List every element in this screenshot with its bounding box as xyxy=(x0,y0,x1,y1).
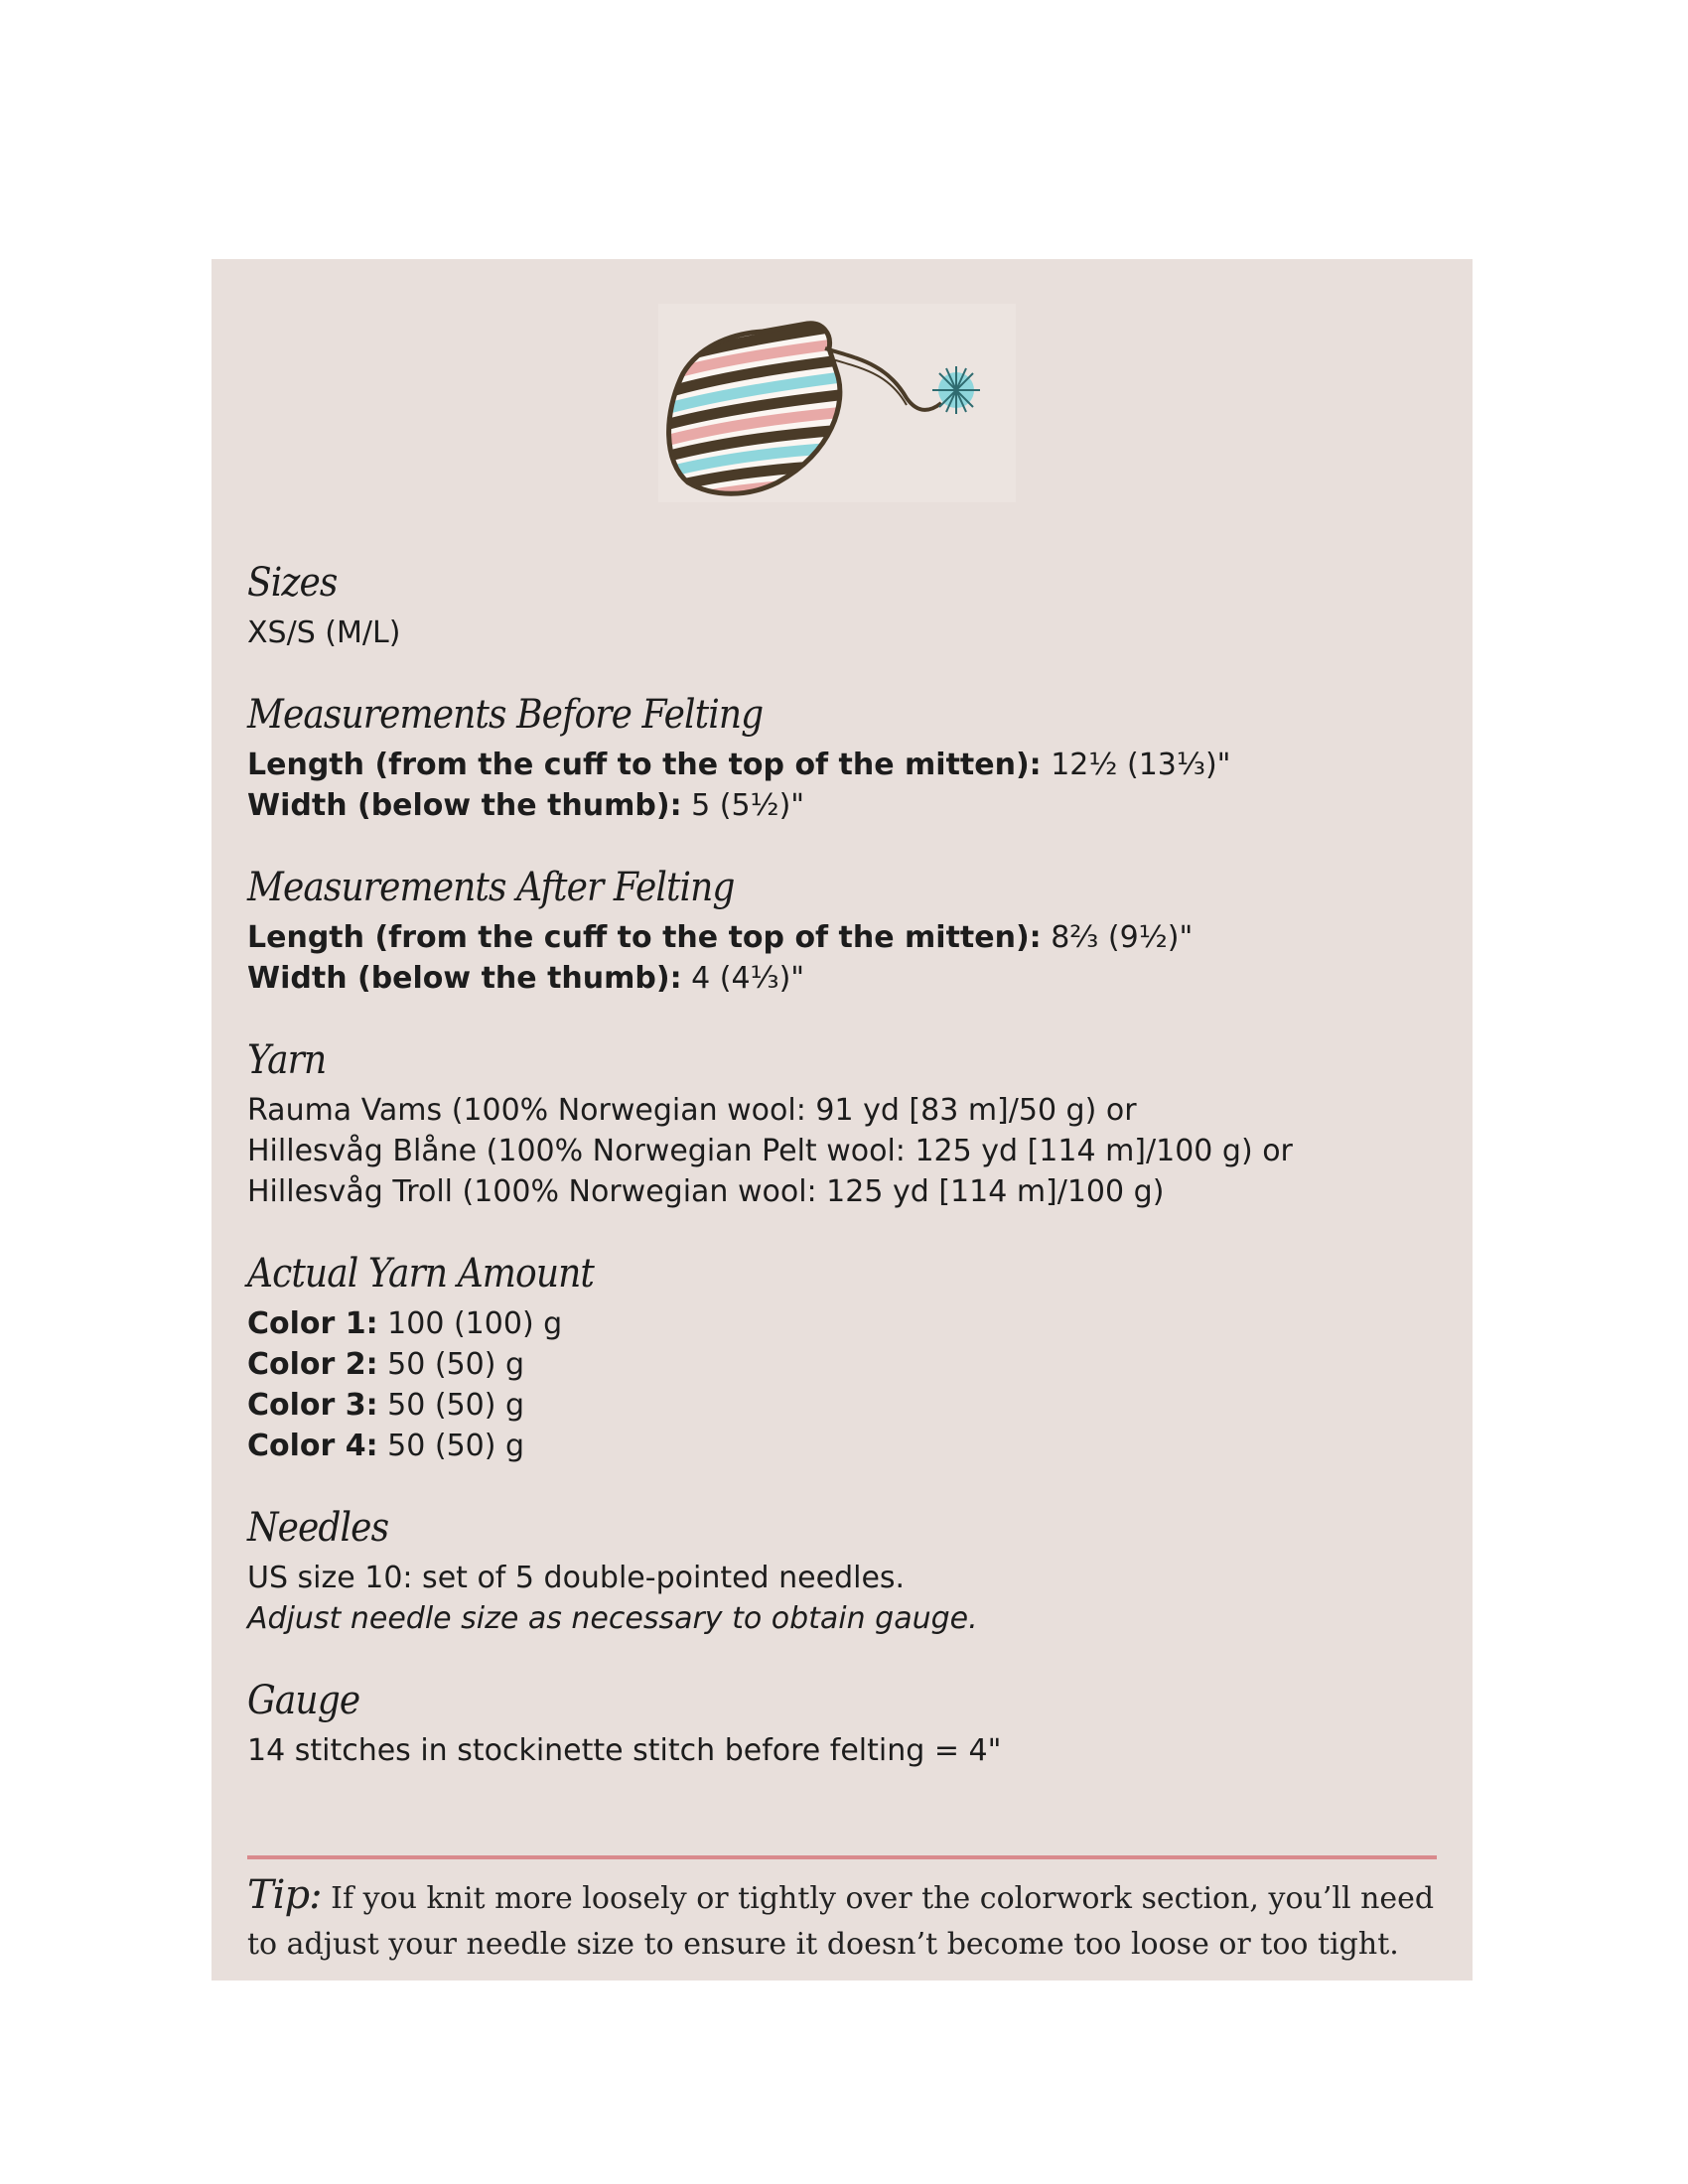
after-width-label: Width (below the thumb): xyxy=(247,961,682,996)
sizes-section xyxy=(247,557,1439,653)
color-amount-line xyxy=(247,1426,1439,1466)
color-amount-value: 50 (50) g xyxy=(377,1429,525,1463)
color-amount-line xyxy=(247,1303,1439,1344)
yarn-line: Rauma Vams (100% Norwegian wool: 91 yd [83 m]/50 g) or xyxy=(247,1093,1137,1128)
yarn-line: Hillesvåg Troll (100% Norwegian wool: 125 yd [114 m]/100 g) xyxy=(247,1174,1165,1209)
before-felting-section xyxy=(247,689,1439,826)
needles-note: Adjust needle size as necessary to obtain gauge. xyxy=(247,1601,978,1636)
pompom-icon xyxy=(932,366,980,414)
before-length-label: Length (from the cuff to the top of the mitten): xyxy=(247,748,1042,782)
before-width-value: 5 (5½)" xyxy=(681,788,805,823)
after-width-line xyxy=(247,958,1439,999)
gauge-heading: Gauge xyxy=(247,1678,360,1723)
gauge-section xyxy=(247,1675,1439,1771)
color-amount-line xyxy=(247,1385,1439,1426)
mitten-illustration xyxy=(658,304,1016,502)
after-length-label: Length (from the cuff to the top of the mitten): xyxy=(247,920,1042,955)
tip-text: If you knit more loosely or tightly over the colorwork section, you’ll need to adjust your needle size to ensure it doesn’t become too loose or too tight. xyxy=(247,1881,1435,1962)
yarn-heading: Yarn xyxy=(247,1037,327,1083)
after-length-value: 8⅔ (9½)" xyxy=(1041,920,1194,955)
before-length-value: 12½ (13⅓)" xyxy=(1041,748,1231,782)
yarn-section xyxy=(247,1034,1439,1212)
color-amount-line xyxy=(247,1344,1439,1385)
pattern-info-panel xyxy=(211,259,1473,1980)
color-amount-value: 100 (100) g xyxy=(377,1306,563,1341)
tip-box xyxy=(247,1872,1439,1968)
tip-divider xyxy=(247,1855,1437,1859)
before-width-label: Width (below the thumb): xyxy=(247,788,682,823)
color-amount-value: 50 (50) g xyxy=(377,1388,525,1423)
after-felting-heading: Measurements After Felting xyxy=(247,865,735,910)
needles-heading: Needles xyxy=(247,1505,389,1551)
needles-section xyxy=(247,1502,1439,1639)
after-length-line xyxy=(247,917,1439,958)
sizes-value: XS/S (M/L) xyxy=(247,615,401,650)
sizes-heading: Sizes xyxy=(247,560,338,606)
after-felting-section xyxy=(247,862,1439,999)
color-amount-value: 50 (50) g xyxy=(377,1347,525,1382)
color-amount-label: Color 2: xyxy=(247,1347,378,1382)
needles-line: US size 10: set of 5 double-pointed needles. xyxy=(247,1561,906,1595)
pattern-details xyxy=(247,557,1439,1807)
before-felting-heading: Measurements Before Felting xyxy=(247,692,764,738)
yarn-amount-heading: Actual Yarn Amount xyxy=(247,1251,594,1297)
yarn-line: Hillesvåg Blåne (100% Norwegian Pelt wool: 125 yd [114 m]/100 g) or xyxy=(247,1134,1293,1168)
color-amount-label: Color 1: xyxy=(247,1306,378,1341)
before-length-line xyxy=(247,745,1439,785)
gauge-line: 14 stitches in stockinette stitch before felting = 4" xyxy=(247,1733,1002,1768)
color-amount-label: Color 4: xyxy=(247,1429,378,1463)
yarn-amount-section xyxy=(247,1248,1439,1466)
tip-label: Tip: xyxy=(247,1872,322,1918)
color-amount-label: Color 3: xyxy=(247,1388,378,1423)
before-width-line xyxy=(247,785,1439,826)
mitten-icon xyxy=(658,304,1016,502)
after-width-value: 4 (4⅓)" xyxy=(681,961,805,996)
